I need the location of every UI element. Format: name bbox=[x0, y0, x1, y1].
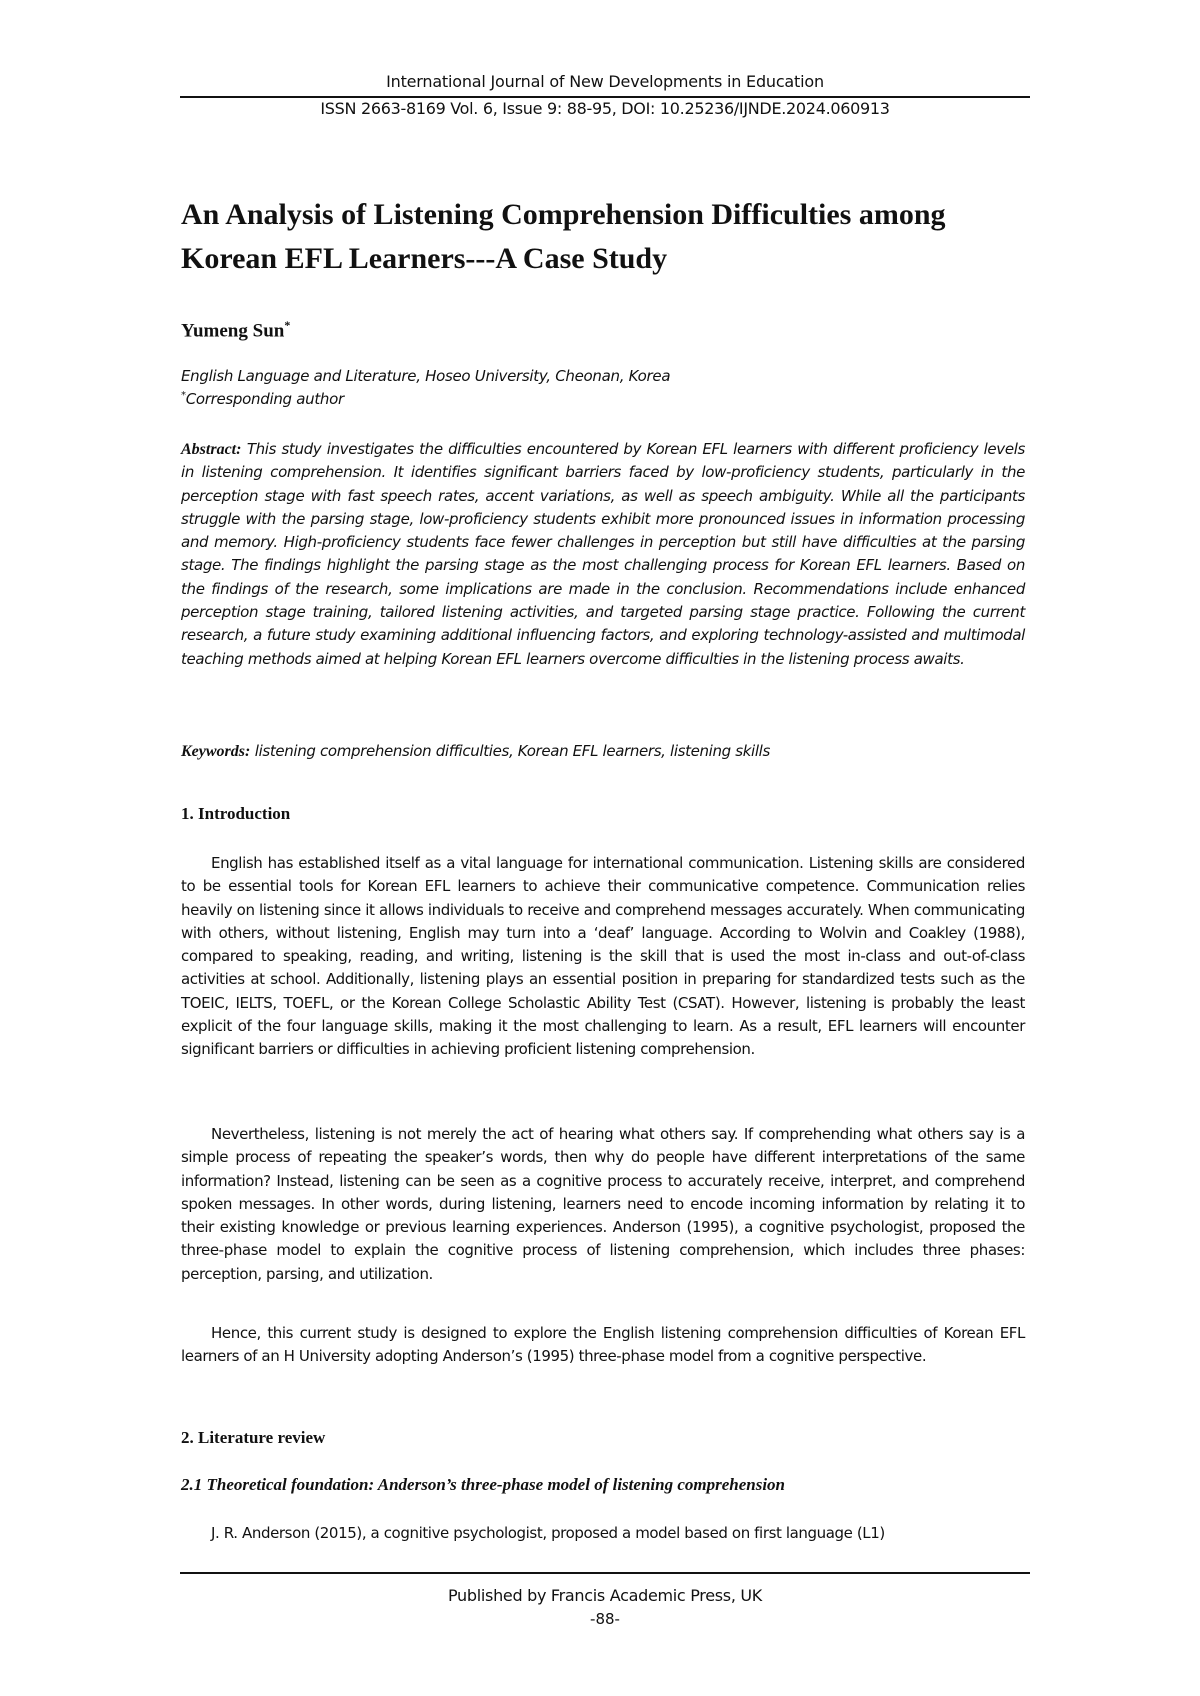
abstract-text: This study investigates the difficulties encountered by Korean EFL learners with different proficiency levels in listening comprehension. It identifies significant barriers faced by low-proficiency students, particularly in the perception stage with fast speech rates, accent variations, as well as speech ambiguity. While all the participants struggle with the parsing stage, low-proficiency students exhibit more pronounced issues in information processing and memory. High-proficiency students face fewer challenges in perception but still have difficulties at the parsing stage. The findings highlight the parsing stage as the most challenging process for Korean EFL learners. Based on the findings of the research, some implications are made in the conclusion. Recommendations include enhanced perception stage training, tailored listening activities, and targeted parsing stage practice. Following the current research, a future study examining additional influencing factors, and exploring technology-assisted and multimodal teaching methods aimed at helping Korean EFL learners overcome difficulties in the listening process awaits. bbox=[181, 440, 1025, 668]
footer-rule bbox=[180, 1572, 1030, 1574]
body-paragraph: Hence, this current study is designed to explore the English listening comprehension difficulties of Korean EFL learners of an H University adopting Anderson’s (1995) three-phase model from a cognitive perspective. bbox=[181, 1324, 1025, 1366]
header-rule bbox=[180, 96, 1030, 98]
journal-title: International Journal of New Developments in Education bbox=[386, 72, 824, 91]
paper-title: An Analysis of Listening Comprehension Difficulties among Korean EFL Learners---A Case Study bbox=[181, 198, 946, 275]
subsection-heading-theoretical-foundation: 2.1 Theoretical foundation: Anderson’s three-phase model of listening comprehension bbox=[181, 1475, 786, 1494]
body-paragraph: J. R. Anderson (2015), a cognitive psychologist, proposed a model based on first language (L1) bbox=[211, 1524, 885, 1542]
section-heading-literature-review: 2. Literature review bbox=[181, 1428, 326, 1447]
corresponding-text: Corresponding author bbox=[185, 390, 344, 408]
journal-meta: ISSN 2663-8169 Vol. 6, Issue 9: 88-95, DOI: 10.25236/IJNDE.2024.060913 bbox=[320, 99, 890, 118]
keywords bbox=[181, 742, 1025, 761]
body-paragraph: Nevertheless, listening is not merely the act of hearing what others say. If comprehending what others say is a simple process of repeating the speaker’s words, then why do people have different interpretations of the same information? Instead, listening can be seen as a cognitive process to accurately receive, interpret, and comprehend spoken messages. In other words, during listening, learners need to encode incoming information by relating it to their existing knowledge or previous learning experiences. Anderson (1995), a cognitive psychologist, proposed the three-phase model to explain the cognitive process of listening comprehension, which includes three phases: perception, parsing, and utilization. bbox=[181, 1125, 1025, 1283]
author-line bbox=[181, 318, 290, 342]
corresponding-author-note bbox=[181, 390, 344, 408]
affiliation: English Language and Literature, Hoseo University, Cheonan, Korea bbox=[181, 367, 671, 385]
body-paragraph: English has established itself as a vital language for international communication. Listening skills are considered to be essential tools for Korean EFL learners to achieve their communicative competence. Communication relies heavily on listening since it allows individuals to receive and comprehend messages accurately. When communicating with others, without listening, English may turn into a ‘deaf’ language. According to Wolvin and Coakley (1988), compared to speaking, reading, and writing, listening is the skill that is used the most in-class and out-of-class activities at school. Additionally, listening plays an essential position in preparing for standardized tests such as the TOEIC, IELTS, TOEFL, or the Korean College Scholastic Ability Test (CSAT). However, listening is probably the least explicit of the four language skills, making it the most challenging to learn. As a result, EFL learners will encounter significant barriers or difficulties in achieving proficient listening comprehension. bbox=[181, 854, 1025, 1059]
abstract-label: Abstract: bbox=[181, 441, 242, 458]
author-name: Yumeng Sun bbox=[181, 320, 285, 342]
section-heading-introduction: 1. Introduction bbox=[181, 804, 291, 823]
page-number: -88- bbox=[590, 1610, 620, 1628]
corresponding-mark: * bbox=[181, 390, 186, 401]
keywords-label: Keywords: bbox=[181, 743, 251, 760]
author-mark: * bbox=[284, 318, 291, 332]
publisher-line: Published by Francis Academic Press, UK bbox=[447, 1586, 763, 1605]
abstract bbox=[181, 438, 1025, 671]
keywords-text: listening comprehension difficulties, Korean EFL learners, listening skills bbox=[250, 742, 770, 760]
